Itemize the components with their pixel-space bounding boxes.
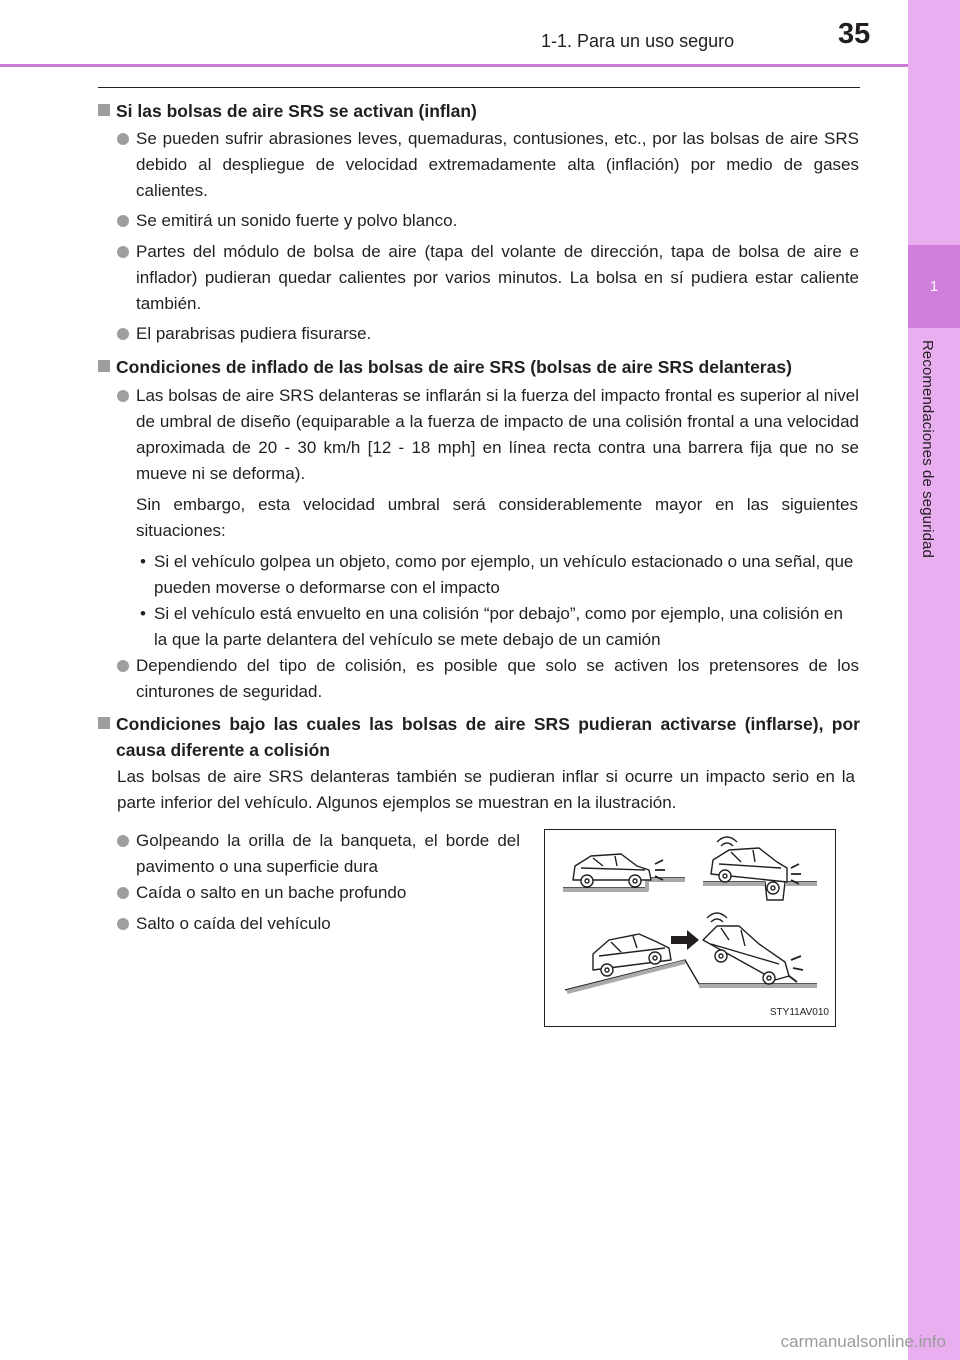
car-hitting-kerb-icon — [573, 854, 651, 887]
running-head: 1-1. Para un uso seguro — [541, 31, 735, 51]
section-heading-inflation-conditions: Condiciones de inflado de las bolsas de aire SRS (bolsas de aire SRS delanteras) — [98, 354, 860, 380]
watermark: carmanualsonline.info — [780, 1332, 946, 1351]
sub-list-item: • Si el vehículo está envuelto en una colisión “por debajo”, como por ejemplo, una colisión en la que la parte delantera del vehículo se mete debajo de un camión — [140, 604, 843, 649]
illustration-code: STY11AV010 — [769, 1007, 829, 1018]
list-item: Las bolsas de aire SRS delanteras se inflarán si la fuerza del impacto frontal es superior al nivel de umbral de diseño (equiparable a la fuerza de impacto de una colisión frontal a una velocidad aproximada de 20 - 30 km/h [12 - 18 mph] en línea recta contra una barrera fija que no se mueve ni se deforma). — [117, 383, 859, 487]
round-bullet-icon — [117, 133, 129, 145]
section-heading-non-collision-activation: Condiciones bajo las cuales las bolsas de aire SRS pudieran activarse (inflarse), por causa diferente a colisión — [98, 711, 860, 763]
list-item: Partes del módulo de bolsa de aire (tapa del volante de dirección, tapa de bolsa de aire e inflador) pudieran quedar calientes por varios minutos. La bolsa en sí pudiera estar caliente también. — [117, 239, 859, 317]
airborne-arcs-icon — [717, 837, 737, 846]
list-item: Se emitirá un sonido fuerte y polvo blanco. — [117, 208, 859, 234]
paragraph-underbody-impact: Las bolsas de aire SRS delanteras también se pudieran inflar si ocurre un impacto serio en la parte inferior del vehículo. Algunos ejemplos se muestran en la ilustración. — [117, 767, 855, 812]
paragraph-threshold-note: Sin embargo, esta velocidad umbral será considerablemente mayor en las siguientes situaciones: — [136, 495, 858, 540]
chapter-title: Recomendaciones de seguridad — [919, 340, 936, 558]
sub-list-item: • Si el vehículo golpea un objeto, como por ejemplo, un vehículo estacionado o una señal, que pueden moverse o deformarse con el impacto — [140, 552, 854, 597]
chapter-number-tab[interactable]: 1 — [908, 245, 960, 328]
square-bullet-icon — [98, 360, 110, 372]
square-bullet-icon — [98, 104, 110, 116]
car-landing-icon — [703, 926, 789, 984]
impact-lines-icon — [791, 864, 801, 884]
square-bullet-icon — [98, 717, 110, 729]
list-item: Dependiendo del tipo de colisión, es posible que solo se activen los pretensores de los cinturones de seguridad. — [117, 653, 859, 705]
round-bullet-icon — [117, 328, 129, 340]
list-item: Se pueden sufrir abrasiones leves, quemaduras, contusiones, etc., por las bolsas de aire SRS debido al despliegue de velocidad extremadamente alta (inflación) por medio de gases calientes. — [117, 126, 859, 204]
round-bullet-icon — [117, 887, 129, 899]
car-impact-drawing — [545, 830, 835, 1026]
round-bullet-icon — [117, 835, 129, 847]
impact-lines-icon — [655, 860, 665, 880]
underbody-impact-illustration — [544, 829, 836, 1027]
round-bullet-icon — [117, 215, 129, 227]
car-in-pothole-icon — [711, 848, 787, 894]
section-heading-airbag-activation: Si las bolsas de aire SRS se activan (inflan) — [98, 98, 860, 124]
impact-lines-icon — [789, 956, 803, 982]
list-item: Salto o caída del vehículo — [117, 911, 520, 937]
header-divider — [0, 64, 908, 67]
motion-arrow-icon — [671, 930, 699, 950]
round-bullet-icon — [117, 918, 129, 930]
round-bullet-icon — [117, 660, 129, 672]
airborne-arcs-icon — [707, 913, 727, 922]
list-item: El parabrisas pudiera fisurarse. — [117, 321, 859, 347]
round-bullet-icon — [117, 246, 129, 258]
content-top-rule — [98, 87, 860, 88]
list-item: Golpeando la orilla de la banqueta, el borde del pavimento o una superficie dura — [117, 828, 520, 880]
round-bullet-icon — [117, 390, 129, 402]
chapter-sidebar — [908, 0, 960, 1360]
list-item: Caída o salto en un bache profundo — [117, 880, 520, 906]
page-number: 35 — [838, 18, 871, 50]
